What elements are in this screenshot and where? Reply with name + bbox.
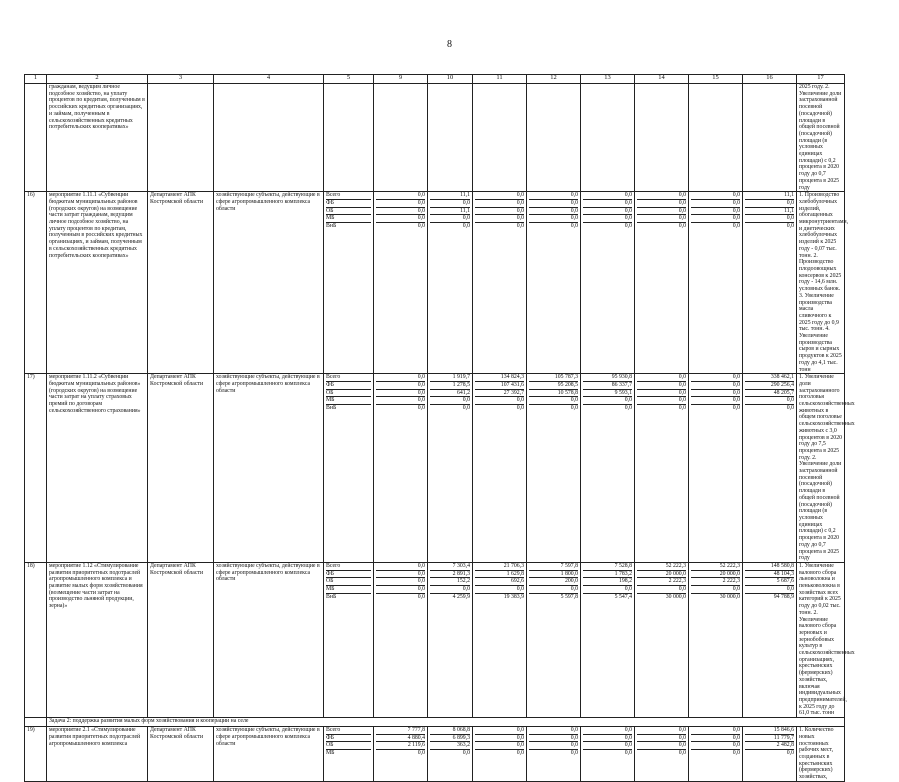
amount-c16-value: 0,0 [786, 404, 794, 411]
amount-c13-value: 1 783,2 [583, 571, 632, 579]
amount-c12-value: 0,0 [529, 586, 578, 594]
amount-c13-value: 5 547,4 [614, 593, 632, 600]
funding-source-value: ФБ [326, 735, 371, 743]
amount-c10-value: 4 259,9 [452, 593, 470, 600]
amount-c11-value: 0,0 [475, 215, 524, 223]
amount-c15-value: 0,0 [732, 404, 740, 411]
amount-c14 [635, 374, 689, 563]
amount-c15-value: 0,0 [691, 735, 740, 743]
amount-c14-value: 20 000,0 [637, 571, 686, 579]
amount-c9-value: 4 880,4 [376, 735, 425, 743]
amount-c14 [635, 192, 689, 374]
amount-c11-value: 1 629,8 [475, 571, 524, 579]
amount-c11-value: 0,0 [475, 192, 524, 200]
activity-row [25, 192, 845, 374]
amount-c16-value: 338 462,1 [745, 374, 794, 382]
activity-row [25, 727, 845, 782]
amount-c16-value: 290 256,4 [745, 382, 794, 390]
amount-c14-value: 2 222,3 [637, 578, 686, 586]
funding-source [324, 374, 374, 563]
amount-c9-value: 0,0 [376, 208, 425, 216]
amount-c13-value: 0,0 [583, 727, 632, 735]
amount-c11-value: 0,0 [516, 404, 524, 411]
amount-c11-value: 0,0 [516, 223, 524, 229]
amount-c11-value: 21 706,3 [475, 563, 524, 571]
amount-c11-value: 107 431,6 [475, 382, 524, 390]
amount-c9-value: 0,0 [376, 390, 425, 398]
participants: хозяйствующие субъекты, действующие в сфере агропромышленного комплекса области [214, 562, 324, 717]
funding-source-value: ВнБ [326, 593, 337, 600]
activity-name: мероприятие 2.1 «Стимулирование развития приоритетных подотраслей агропромышленного комплекса [47, 727, 148, 782]
funding-source [324, 562, 374, 717]
amount-c15-value: 52 222,3 [691, 563, 740, 571]
amount-c11-value: 0,0 [475, 735, 524, 743]
amount-c13-value: 0,0 [583, 586, 632, 594]
funding-source-value: Всего [326, 563, 371, 571]
amount-c13-value: 0,0 [583, 735, 632, 743]
amount-c13-value: 0,0 [583, 192, 632, 200]
amount-c12 [527, 374, 581, 563]
executor: Департамент АПК Костромской области [148, 192, 214, 374]
amount-c14-value: 0,0 [678, 750, 686, 757]
amount-c11-value: 0,0 [475, 200, 524, 208]
funding-source-value: Всего [326, 374, 371, 382]
amount-c11-value: 0,0 [475, 742, 524, 750]
amount-c10-value: 0,0 [430, 586, 470, 594]
amount-c14-value: 0,0 [637, 390, 686, 398]
task-title: Задача 2: поддержка развития малых форм хозяйствования и кооперации на селе [47, 718, 845, 727]
amount-c9-value: 0,0 [376, 200, 425, 208]
row-number: 16) [25, 192, 47, 374]
amount-c10-value: 11,1 [430, 192, 470, 200]
header-cell: 1 [25, 75, 47, 84]
amount-c11-value: 692,6 [475, 578, 524, 586]
executor: Департамент АПК Костромской области [148, 562, 214, 717]
amount-c13-value: 0,0 [583, 208, 632, 216]
amount-c13-value: 86 337,7 [583, 382, 632, 390]
header-cell: 4 [214, 75, 324, 84]
amount-c13-value: 9 593,1 [583, 390, 632, 398]
amount-c9-value: 0,0 [417, 750, 425, 757]
amount-c10-value: 0,0 [462, 750, 470, 757]
amount-c12-value: 95 208,5 [529, 382, 578, 390]
amount-c14-value: 0,0 [678, 223, 686, 229]
amount-c12-value: 0,0 [570, 223, 578, 229]
amount-c10-value: 641,2 [430, 390, 470, 398]
amount-c11-value: 0,0 [516, 750, 524, 757]
amount-c15 [689, 192, 743, 374]
amount-c10-value: 8 068,8 [430, 727, 470, 735]
funding-source-value: ВнБ [326, 223, 337, 229]
amount-c9-value: 2 119,6 [376, 742, 425, 750]
amount-c15-value: 0,0 [691, 374, 740, 382]
amount-c16-value: 11,1 [745, 192, 794, 200]
amount-c11-value: 0,0 [475, 208, 524, 216]
amount-c11-value: 19 383,9 [503, 593, 524, 600]
amount-c12-value: 0,0 [529, 208, 578, 216]
header-cell: 13 [581, 75, 635, 84]
amount-c11-value: 27 392,7 [475, 390, 524, 398]
amount-c10-value: 6 899,3 [430, 735, 470, 743]
amount-c9 [374, 562, 428, 717]
amount-c14-value: 0,0 [637, 374, 686, 382]
amount-c16-value: 2 482,8 [745, 742, 794, 750]
header-cell: 5 [324, 75, 374, 84]
amount-c15-value: 0,0 [691, 397, 740, 405]
amount-c11-value: 134 824,3 [475, 374, 524, 382]
amount-c14-value: 0,0 [637, 586, 686, 594]
amount-c13 [581, 562, 635, 717]
header-cell: 3 [148, 75, 214, 84]
amount-c10 [428, 192, 473, 374]
expected-result: 1. Количество новых постоянных рабочих мест, созданных в крестьянских (фермерских) хозяйствах, [797, 727, 845, 782]
amount-c11 [473, 562, 527, 717]
amount-c16-value: 0,0 [745, 200, 794, 208]
amount-c15 [689, 562, 743, 717]
amount-c9-value: 0,0 [417, 593, 425, 600]
amount-c11 [473, 374, 527, 563]
amount-c16-value: 0,0 [745, 215, 794, 223]
amount-c13 [581, 727, 635, 782]
amount-c10-value: 11,1 [430, 208, 470, 216]
page-number: 8 [447, 39, 452, 50]
funding-source [324, 727, 374, 782]
amount-c10-value: 363,2 [430, 742, 470, 750]
amount-c9-value: 0,0 [376, 192, 425, 200]
amount-c9 [374, 192, 428, 374]
amount-c15-value: 0,0 [691, 742, 740, 750]
amount-c11 [473, 727, 527, 782]
amount-c12-value: 0,0 [529, 397, 578, 405]
funding-source-value: ВнБ [326, 404, 337, 411]
amount-c12-value: 7 597,8 [529, 563, 578, 571]
header-cell: 15 [689, 75, 743, 84]
amount-c16 [743, 562, 797, 717]
funding-source-value: МБ [326, 215, 371, 223]
amount-c16-value: 11,1 [745, 208, 794, 216]
amount-c13-value: 95 930,8 [583, 374, 632, 382]
amount-c14-value: 0,0 [637, 208, 686, 216]
expected-result: 2025 году. 2. Увеличение доли застрахованной посевной (посадочной) площади в общей посевной (посадочной) площади (в условных единицах площади) с 0,2 процента в 2020 году до 0,7 процента в 2025 году [797, 84, 845, 192]
header-cell: 10 [428, 75, 473, 84]
amount-c11-value: 0,0 [475, 586, 524, 594]
amount-c15-value: 0,0 [691, 200, 740, 208]
amount-c15-value: 0,0 [691, 192, 740, 200]
amount-c11-value: 0,0 [475, 397, 524, 405]
amount-c15-value: 0,0 [732, 750, 740, 757]
amount-c9-value: 0,0 [376, 571, 425, 579]
amount-c15 [689, 727, 743, 782]
executor: Департамент АПК Костромской области [148, 374, 214, 563]
amount-c15-value: 0,0 [691, 208, 740, 216]
amount-c13-value: 0,0 [583, 200, 632, 208]
funding-source-value: ФБ [326, 382, 371, 390]
continuation-row [25, 84, 845, 192]
header-row [25, 75, 845, 84]
amount-c16 [743, 192, 797, 374]
amount-c9-value: 0,0 [376, 374, 425, 382]
amount-c16 [743, 727, 797, 782]
amount-c12-value: 0,0 [529, 727, 578, 735]
participants: хозяйствующие субъекты, действующие в сфере агропромышленного комплекса области [214, 192, 324, 374]
amount-c16-value: 48 205,7 [745, 390, 794, 398]
amount-c10-value: 0,0 [462, 223, 470, 229]
amount-c16-value: 148 580,8 [745, 563, 794, 571]
row-number: 17) [25, 374, 47, 563]
amount-c16-value: 11 779,7 [745, 735, 794, 743]
header-cell: 11 [473, 75, 527, 84]
amount-c9-value: 0,0 [417, 223, 425, 229]
amount-c13-value: 7 528,8 [583, 563, 632, 571]
amount-c15-value: 0,0 [691, 382, 740, 390]
funding-source-value: ОБ [326, 208, 371, 216]
amount-c13-value: 0,0 [624, 404, 632, 411]
amount-c9-value: 0,0 [376, 215, 425, 223]
header-cell: 12 [527, 75, 581, 84]
activity-row [25, 562, 845, 717]
amount-c16-value: 0,0 [745, 586, 794, 594]
activity-name: мероприятие 1.12 «Стимулирование развития приоритетных подотраслей агропромышленного комплекса и развитие малых форм хозяйствования (возмещение части затрат на производство льняной продукции, зерна)» [47, 562, 148, 717]
amount-c9 [374, 727, 428, 782]
funding-source-value: ОБ [326, 578, 371, 586]
header-cell: 16 [743, 75, 797, 84]
amount-c10 [428, 562, 473, 717]
amount-c15-value: 30 000,0 [719, 593, 740, 600]
amount-c12-value: 200,0 [529, 578, 578, 586]
amount-c12-value: 0,0 [529, 742, 578, 750]
funding-source-value: ФБ [326, 200, 371, 208]
amount-c16 [743, 374, 797, 563]
amount-c15-value: 0,0 [691, 727, 740, 735]
amount-c10-value: 0,0 [430, 200, 470, 208]
amount-c14-value: 30 000,0 [665, 593, 686, 600]
amount-c14-value: 0,0 [637, 397, 686, 405]
amount-c10-value: 7 303,4 [430, 563, 470, 571]
amount-c10-value: 1 278,5 [430, 382, 470, 390]
funding-source-value: МБ [326, 397, 371, 405]
task-row [25, 718, 845, 727]
amount-c15-value: 0,0 [691, 390, 740, 398]
amount-c12 [527, 727, 581, 782]
amount-c13-value: 0,0 [583, 742, 632, 750]
amount-c9-value: 0,0 [376, 563, 425, 571]
amount-c12 [527, 192, 581, 374]
amount-c12 [527, 562, 581, 717]
expected-result: 1. Увеличение доли застрахованного поголовья сельскохозяйственных животных в общем поголовье сельскохозяйственных животных с 3,0 процентов в 2020 году до 7,5 процента в 2025 году. 2. Увеличение доли застрахованной посевной (посадочной) площади в общей посевной (посадочной) площади (в условных единицах площади) с 0,2 процента в 2020 году до 0,7 процента в 2025 году [797, 374, 845, 563]
amount-c13 [581, 374, 635, 563]
amount-c13 [581, 192, 635, 374]
amount-c14-value: 0,0 [678, 404, 686, 411]
amount-c15-value: 0,0 [691, 215, 740, 223]
amount-c12-value: 0,0 [529, 192, 578, 200]
amount-c12-value: 5 597,8 [560, 593, 578, 600]
amount-c14 [635, 562, 689, 717]
executor: Департамент АПК Костромской области [148, 727, 214, 782]
amount-c13-value: 0,0 [624, 223, 632, 229]
amount-c14 [635, 727, 689, 782]
activity-name: мероприятие 1.11.2 «Субвенции бюджетам муниципальных районов» (городских округов) на возмещение части затрат на уплату страховых премий по договорам сельскохозяйственного страхования» [47, 374, 148, 563]
header-cell: 14 [635, 75, 689, 84]
amount-c16-value: 0,0 [786, 750, 794, 757]
amount-c11-value: 0,0 [475, 727, 524, 735]
amount-c12-value: 1 800,0 [529, 571, 578, 579]
amount-c16-value: 5 687,6 [745, 578, 794, 586]
amount-c10 [428, 727, 473, 782]
amount-c10-value: 1 919,7 [430, 374, 470, 382]
amount-c11 [473, 192, 527, 374]
amount-c9-value: 0,0 [376, 586, 425, 594]
program-activities-table [24, 74, 855, 782]
amount-c9-value: 7 777,8 [376, 727, 425, 735]
amount-c14-value: 52 222,3 [637, 563, 686, 571]
funding-source-value: МБ [326, 586, 371, 594]
amount-c9-value: 0,0 [376, 382, 425, 390]
amount-c10-value: 152,2 [430, 578, 470, 586]
participants: хозяйствующие субъекты, действующие в сфере агропромышленного комплекса области [214, 727, 324, 782]
row-number: 18) [25, 562, 47, 717]
amount-c12-value: 0,0 [570, 404, 578, 411]
expected-result: 1. Увеличение валового сбора льноволокна и пеньковолокна в хозяйствах всех категорий к 2025 году до 0,02 тыс. тонн. 2. Увеличение валового сбора зерновых и зернобобовых культур в сельскохозяйственных организациях, крестьянских (фермерских) хозяйствах, включая индивидуальных предпринимателей, к 2025 году до 61,0 тыс. тонн [797, 562, 845, 717]
amount-c14-value: 0,0 [637, 200, 686, 208]
amount-c12-value: 0,0 [529, 215, 578, 223]
amount-c13-value: 0,0 [583, 215, 632, 223]
activity-row [25, 374, 845, 563]
amount-c14-value: 0,0 [637, 215, 686, 223]
amount-c15-value: 0,0 [732, 223, 740, 229]
amount-c9 [374, 374, 428, 563]
amount-c14-value: 0,0 [637, 727, 686, 735]
amount-c14-value: 0,0 [637, 742, 686, 750]
funding-source-value: Всего [326, 727, 371, 735]
header-cell: 17 [797, 75, 845, 84]
amount-c14-value: 0,0 [637, 382, 686, 390]
amount-c15-value: 0,0 [691, 586, 740, 594]
amount-c12-value: 10 578,8 [529, 390, 578, 398]
funding-source-value: ОБ [326, 742, 371, 750]
funding-source-value: ФБ [326, 571, 371, 579]
amount-c15-value: 20 000,0 [691, 571, 740, 579]
amount-c9-value: 0,0 [376, 578, 425, 586]
amount-c10-value: 0,0 [430, 215, 470, 223]
participants: хозяйствующие субъекты, действующие в сфере агропромышленного комплекса области [214, 374, 324, 563]
amount-c10-value: 0,0 [462, 404, 470, 411]
amount-c9-value: 0,0 [376, 397, 425, 405]
amount-c12-value: 105 787,3 [529, 374, 578, 382]
amount-c12-value: 0,0 [529, 200, 578, 208]
amount-c15-value: 2 222,3 [691, 578, 740, 586]
amount-c10-value: 0,0 [430, 397, 470, 405]
amount-c14-value: 0,0 [637, 735, 686, 743]
amount-c13-value: 198,2 [583, 578, 632, 586]
amount-c16-value: 94 788,9 [773, 593, 794, 600]
amount-c13-value: 0,0 [583, 397, 632, 405]
header-cell: 2 [47, 75, 148, 84]
amount-c15 [689, 374, 743, 563]
amount-c16-value: 48 104,3 [745, 571, 794, 579]
amount-c12-value: 0,0 [570, 750, 578, 757]
amount-c14-value: 0,0 [637, 192, 686, 200]
funding-source-value: ОБ [326, 390, 371, 398]
amount-c10-value: 2 891,3 [430, 571, 470, 579]
amount-c16-value: 0,0 [786, 223, 794, 229]
amount-c16-value: 15 846,6 [745, 727, 794, 735]
header-cell: 9 [374, 75, 428, 84]
row-number: 19) [25, 727, 47, 782]
funding-source [324, 192, 374, 374]
funding-source-value: Всего [326, 192, 371, 200]
amount-c16-value: 0,0 [745, 397, 794, 405]
activity-name: гражданам, ведущим личное подсобное хозяйство, на уплату процентов по кредитам, полученным в российских кредитных организациях, и займам, полученным в сельскохозяйственных кредитных потребительских кооперативах» [47, 84, 148, 192]
funding-source-value: МБ [326, 750, 335, 757]
amount-c9-value: 0,0 [417, 404, 425, 411]
expected-result: 1. Производство хлебобулочных изделий, обогащенных микронутриентами, и диетических хлебобулочных изделий к 2025 году - 0,07 тыс. тонн. 2. Производство плодоовощных консервов к 2025 году - 14,6 млн. условных банок. 3. Увеличение производства масла сливочного к 2025 году до 0,9 тыс. тонн. 4. Увеличение производства сыров и сырных продуктов к 2025 году до 4,1 тыс. тонн [797, 192, 845, 374]
amount-c13-value: 0,0 [624, 750, 632, 757]
amount-c10 [428, 374, 473, 563]
amount-c12-value: 0,0 [529, 735, 578, 743]
activity-name: мероприятие 1.11.1 «Субвенции бюджетам муниципальных районов (городских округов) на возмещение части затрат гражданам, ведущим личное подсобное хозяйство, на уплату процентов по кредитам, полученным в российских кредитных организациях, и займам, полученным в сельскохозяйственных кредитных потребительских кооперативах» [47, 192, 148, 374]
